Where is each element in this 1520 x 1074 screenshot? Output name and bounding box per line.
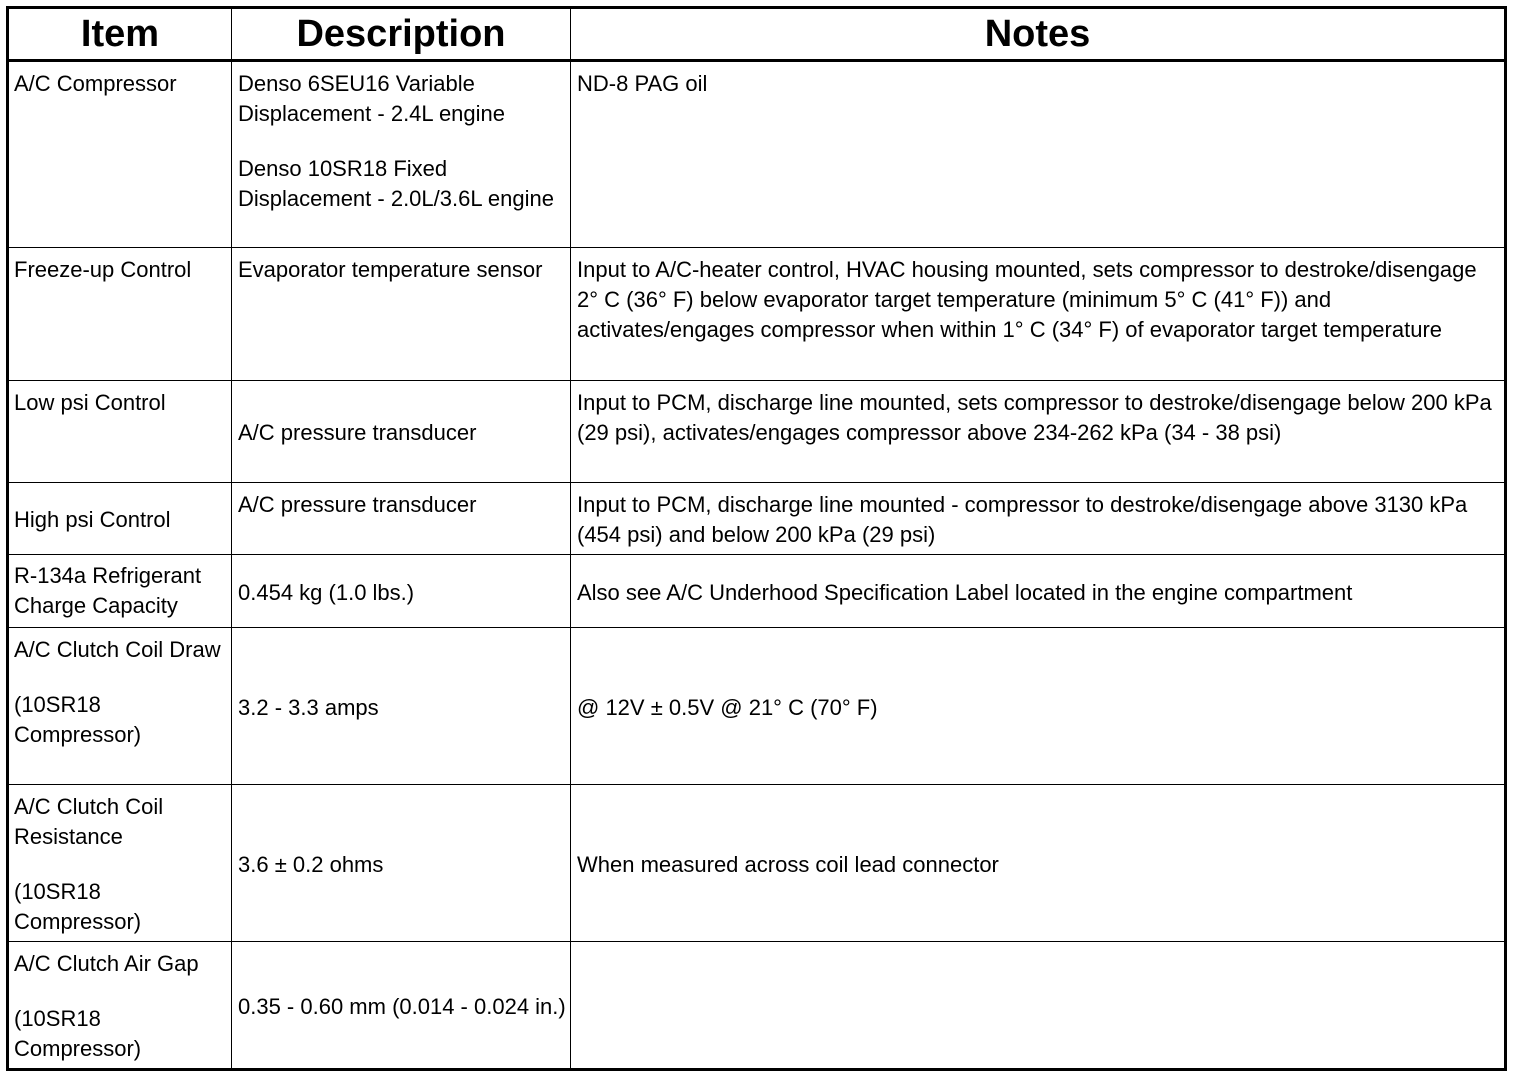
item-cell (8, 785, 232, 942)
notes-cell (571, 942, 1506, 1070)
notes-cell (571, 628, 1506, 785)
item-text: (10SR18 Compressor) (14, 1006, 142, 1061)
notes-text: @ 12V ± 0.5V @ 21° C (70° F) (577, 694, 878, 720)
item-cell (8, 61, 232, 248)
description-text: Denso 10SR18 Fixed Displacement - 2.0L/3.6L engine (238, 156, 554, 211)
item-text: (10SR18 Compressor) (14, 879, 142, 934)
notes-cell (571, 555, 1506, 628)
description-text: 0.35 - 0.60 mm (0.014 - 0.024 in.) (238, 993, 566, 1019)
table-row (8, 785, 1506, 942)
header-item: Item (8, 8, 232, 61)
item-text: A/C Clutch Coil Draw (14, 637, 221, 662)
notes-text: Input to PCM, discharge line mounted - compressor to destroke/disengage above 3130 kPa (454 psi) and below 200 kPa (29 psi) (577, 492, 1468, 547)
notes-text: Input to PCM, discharge line mounted, sets compressor to destroke/disengage below 200 kPa (29 psi), activates/engages compressor above 234-262 kPa (34 - 38 psi) (577, 390, 1492, 445)
description-text: A/C pressure transducer (238, 420, 477, 445)
description-cell (232, 483, 571, 555)
item-text: R-134a Refrigerant Charge Capacity (14, 563, 202, 618)
description-cell (232, 785, 571, 942)
item-cell (8, 942, 232, 1070)
header-description: Description (232, 8, 571, 61)
notes-cell (571, 483, 1506, 555)
description-text: Evaporator temperature sensor (238, 257, 543, 282)
table-row (8, 381, 1506, 483)
notes-text: Also see A/C Underhood Specification Label located in the engine compartment (577, 579, 1353, 605)
item-text: A/C Clutch Coil Resistance (14, 794, 164, 849)
item-cell (8, 483, 232, 555)
notes-cell (571, 248, 1506, 381)
description-cell (232, 555, 571, 628)
description-text: 3.2 - 3.3 amps (238, 694, 379, 720)
item-text: A/C Compressor (14, 71, 177, 96)
notes-cell (571, 381, 1506, 483)
description-text: 3.6 ± 0.2 ohms (238, 851, 384, 877)
notes-cell (571, 61, 1506, 248)
specifications-table (6, 6, 1507, 1071)
item-cell (8, 555, 232, 628)
description-text: Denso 6SEU16 Variable Displacement - 2.4L engine (238, 71, 506, 126)
table-row (8, 942, 1506, 1070)
notes-text: ND-8 PAG oil (577, 71, 708, 96)
item-text: High psi Control (14, 507, 171, 532)
table-row (8, 248, 1506, 381)
item-cell (8, 628, 232, 785)
header-notes: Notes (571, 8, 1506, 61)
notes-cell (571, 785, 1506, 942)
item-cell (8, 381, 232, 483)
description-text: A/C pressure transducer (238, 492, 477, 517)
description-cell (232, 942, 571, 1070)
table-row (8, 555, 1506, 628)
notes-text: When measured across coil lead connector (577, 851, 999, 877)
item-text: Low psi Control (14, 390, 166, 415)
description-text: 0.454 kg (1.0 lbs.) (238, 579, 415, 605)
description-cell (232, 381, 571, 483)
item-text: Freeze-up Control (14, 257, 192, 282)
description-cell (232, 61, 571, 248)
table-row (8, 61, 1506, 248)
item-cell (8, 248, 232, 381)
table-row (8, 483, 1506, 555)
item-text: A/C Clutch Air Gap (14, 951, 199, 976)
header-row (8, 8, 1506, 61)
description-cell (232, 628, 571, 785)
item-text: (10SR18 Compressor) (14, 692, 142, 747)
notes-text: Input to A/C-heater control, HVAC housing mounted, sets compressor to destroke/disengage 2° C (36° F) below evaporator target temperature (minimum 5° C (41° F)) and activates/engages compressor when within 1° C (34° F) of evaporator target temperature (577, 257, 1477, 342)
description-cell (232, 248, 571, 381)
table-row (8, 628, 1506, 785)
